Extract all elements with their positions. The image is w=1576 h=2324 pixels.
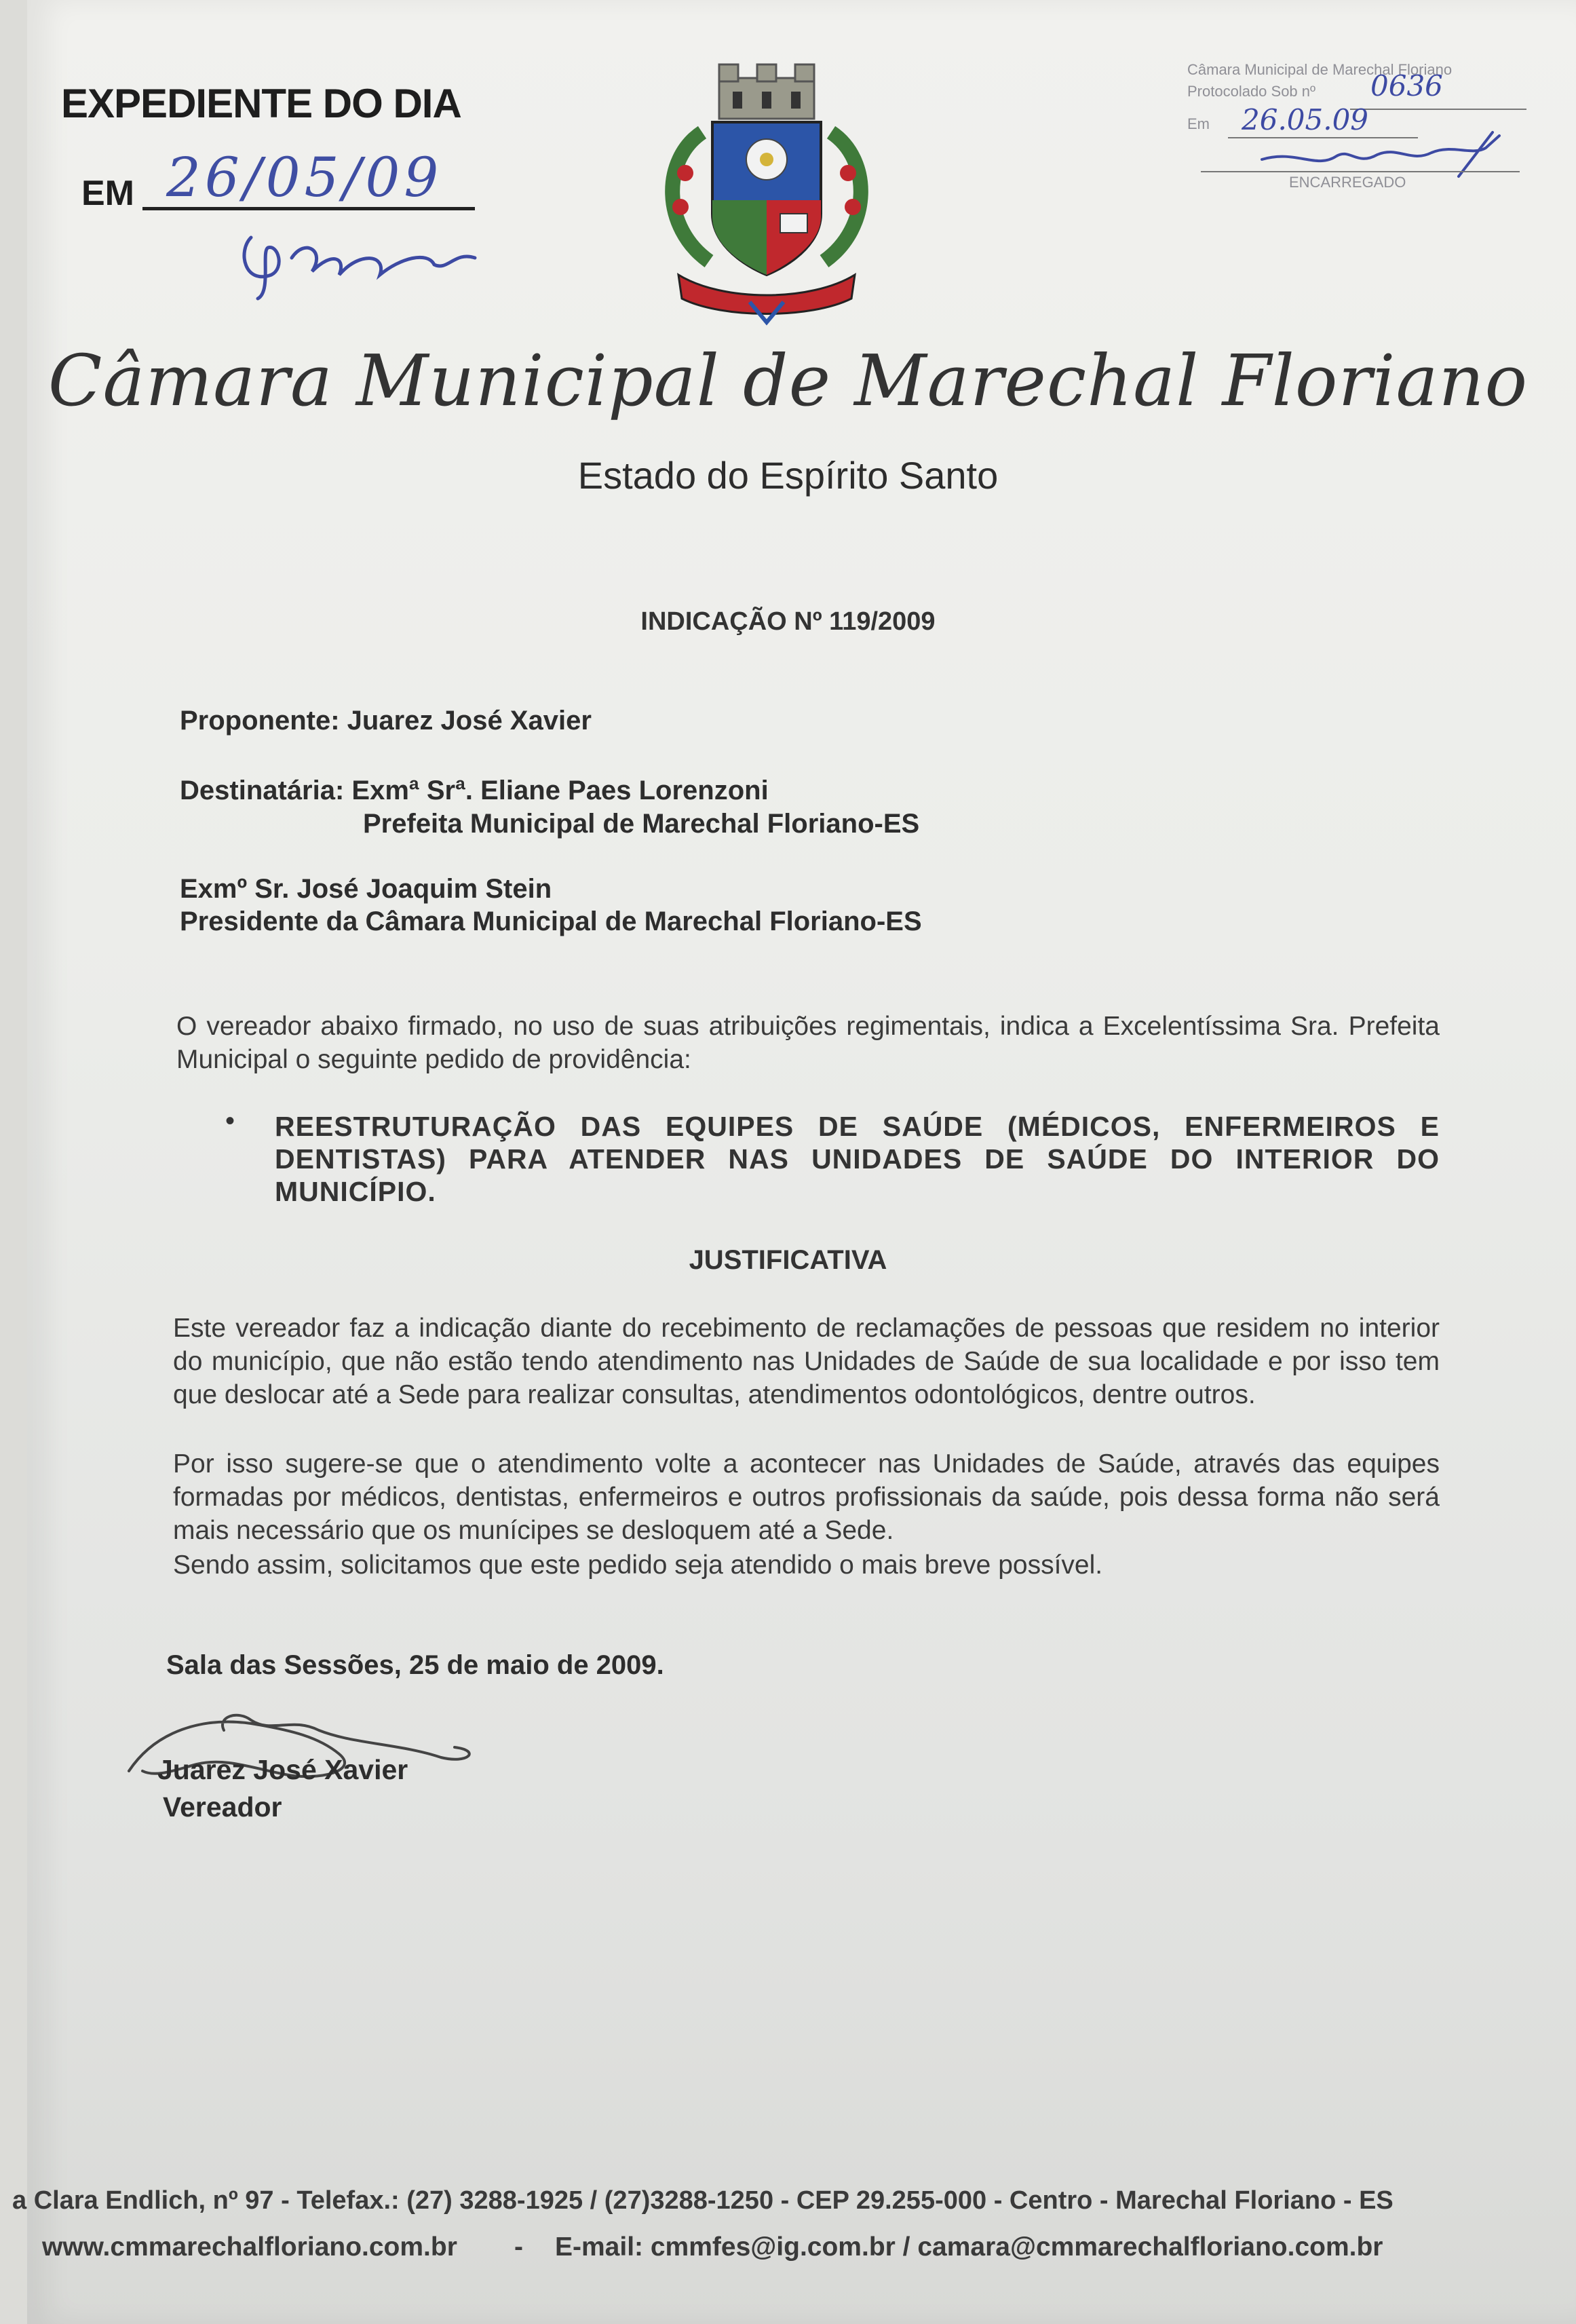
footer-address: a Clara Endlich, nº 97 - Telefax.: (27) 3288-1925 / (27)3288-1250 - CEP 29.255-000 - Centro - Marechal Floriano - ES	[12, 2186, 1394, 2215]
recipient-role-line: Prefeita Municipal de Marechal Floriano-ES	[363, 809, 920, 839]
protocol-number-label: Protocolado Sob nº	[1187, 83, 1316, 100]
recipient-line: Destinatária: Exmª Srª. Eliane Paes Lorenzoni	[180, 776, 769, 805]
protocol-date-label: Em	[1187, 115, 1210, 132]
footer-website[interactable]: www.cmmarechalfloriano.com.br	[42, 2232, 457, 2262]
protocol-stamp-line1: Câmara Municipal de Marechal Floriano	[1187, 61, 1453, 78]
copy-recipient-name: Exmº Sr. José Joaquim Stein	[180, 874, 552, 904]
institution-name: Câmara Municipal de Marechal Floriano	[47, 339, 1529, 422]
justification-paragraph-1: Este vereador faz a indicação diante do recebimento de reclamações de pessoas que residem no interior do município, que não estão tendo atendimento nas Unidades de Saúde de sua localidade e por isso tem que deslocar até a Sede para realizar consultas, atendimentos odontológicos, dentre outros.	[173, 1314, 1440, 1409]
signer-role: Vereador	[163, 1791, 282, 1823]
indication-title: INDICAÇÃO Nº 119/2009	[640, 607, 936, 636]
protocol-signature-line	[1201, 171, 1520, 172]
expediente-stamp-title: EXPEDIENTE DO DIA	[61, 81, 461, 126]
protocol-stamp	[1187, 61, 1540, 197]
proponent-line: Proponente: Juarez José Xavier	[180, 706, 592, 736]
protocol-role-label: ENCARREGADO	[1289, 174, 1406, 191]
footer-separator: -	[514, 2232, 523, 2262]
expediente-handwritten-date: 26/05/09	[166, 146, 443, 209]
justification-paragraph-3: Sendo assim, solicitamos que este pedido seja atendido o mais breve possível.	[173, 1550, 1103, 1580]
justification-title: JUSTIFICATIVA	[689, 1245, 887, 1275]
place-and-date: Sala das Sessões, 25 de maio de 2009.	[166, 1650, 664, 1680]
state-name: Estado do Espírito Santo	[577, 454, 999, 497]
signer-name: Juarez José Xavier	[157, 1754, 408, 1785]
intro-paragraph: O vereador abaixo firmado, no uso de suas atribuições regimentais, indica a Excelentíssima Sra. Prefeita Municipal o seguinte pedido de providência:	[176, 1012, 1440, 1074]
expediente-em-label: EM	[81, 174, 134, 213]
protocol-number-value: 0636	[1370, 69, 1443, 102]
copy-recipient-role: Presidente da Câmara Municipal de Marechal Floriano-ES	[180, 907, 922, 936]
municipal-coat-of-arms-icon	[648, 58, 885, 326]
justification-paragraph-2: Por isso sugere-se que o atendimento volte a acontecer nas Unidades de Saúde, através das equipes formadas por médicos, dentistas, enfermeiros e outros profissionais da saúde, pois dessa forma não será mais necessário que os munícipes se desloquem até a Sede.	[173, 1449, 1440, 1545]
bullet-icon: •	[225, 1106, 235, 1136]
request-bullet-text: REESTRUTURAÇÃO DAS EQUIPES DE SAÚDE (MÉDICOS, ENFERMEIROS E DENTISTAS) PARA ATENDER NAS UNIDADES DE SAÚDE DO INTERIOR DO MUNICÍPIO.	[275, 1111, 1440, 1207]
protocol-date-value: 26.05.09	[1242, 103, 1369, 136]
handwritten-initials-icon	[231, 210, 488, 305]
footer-email[interactable]: E-mail: cmmfes@ig.com.br / camara@cmmarechalfloriano.com.br	[555, 2232, 1383, 2262]
protocol-number-line	[1350, 109, 1526, 110]
